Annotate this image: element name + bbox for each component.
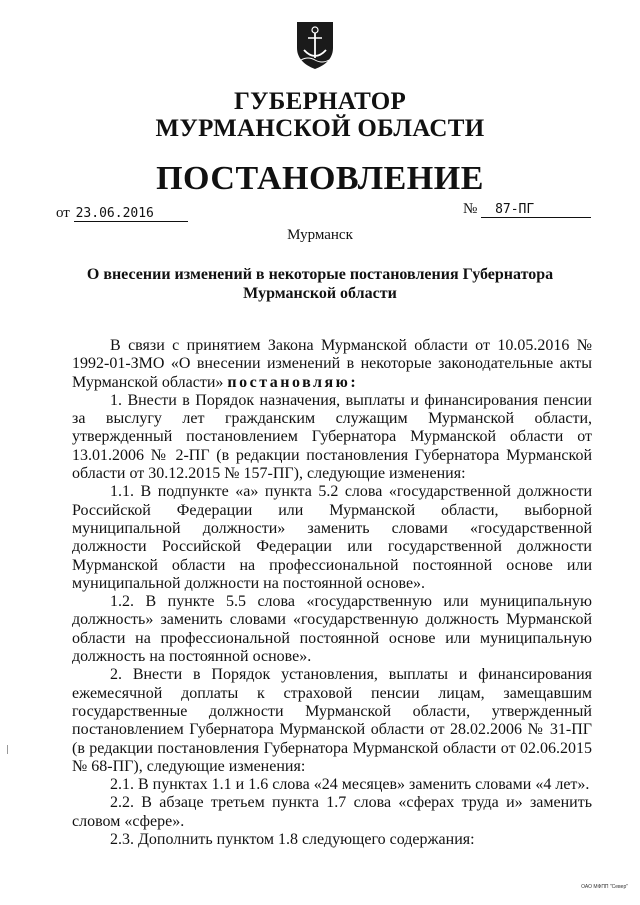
paragraph-2-2: 2.2. В абзаце третьем пункта 1.7 слова «сферах труда и» заменить словом «сфере». [72, 794, 592, 830]
paragraph-1-1: 1.1. В подпункте «а» пункта 5.2 слова «государственной должности Российской Федерации или Мурманской области, выборной муниципальной должности» заменить словами «государственной должности Российской Федерации или государственной должности Мурманской области на профессиональной постоянной основе или муниципальной должности на постоянной основе». [72, 483, 592, 592]
document-subject: О внесении изменений в некоторые постановления Губернатора Мурманской области [86, 266, 554, 302]
paragraph-1-2: 1.2. В пункте 5.5 слова «государственную или муниципальную должность» заменить словами «государственную должность Мурманской области на профессиональной постоянной основе или муниципальную должность на постоянной основе». [72, 593, 592, 666]
document-number: 87-ПГ [481, 202, 591, 218]
intro-paragraph [72, 337, 592, 392]
paragraph-2-1: 2.1. В пунктах 1.1 и 1.6 слова «24 месяцев» заменить словами «4 лет». [110, 776, 590, 794]
document-type: ПОСТАНОВЛЕНИЕ [156, 160, 484, 197]
coat-of-arms-emblem [295, 18, 335, 70]
date-prefix: от [56, 205, 70, 221]
document-body [72, 337, 592, 849]
date-line [56, 205, 188, 222]
paragraph-1: 1. Внести в Порядок назначения, выплаты и финансирования пенсии за выслугу лет гражданским служащим Мурманской области, утвержденный постановлением Губернатора Мурманской области от 13.01.2006 № 2-ПГ (в редакции постановления Губернатора Мурманской области от 30.12.2015 № 157-ПГ), следующие изменения: [72, 391, 592, 483]
city: Мурманск [287, 227, 353, 243]
margin-mark [7, 745, 8, 754]
issuer-title-line2: МУРМАНСКОЙ ОБЛАСТИ [155, 115, 485, 142]
paragraph-2: 2. Внести в Порядок установления, выплаты и финансирования ежемесячной доплаты к страховой пенсии лицам, замещавшим государственные должности Мурманской области, утвержденный постановлением Губернатора Мурманской области от 28.02.2006 № 31-ПГ (в редакции постановления Губернатора Мурманской области от 02.06.2015 № 68-ПГ), следующие изменения: [72, 666, 592, 775]
issuer-title-line1: ГУБЕРНАТОР [233, 88, 407, 115]
paragraph-2-3: 2.3. Дополнить пунктом 1.8 следующего содержания: [110, 831, 475, 849]
printer-footer: ОАО МФПП "Север" [581, 884, 628, 890]
number-line [463, 201, 591, 218]
intro-text: В связи с принятием Закона Мурманской области от 10.05.2016 № 1992-01-ЗМО «О внесении изменений в некоторые законодательные акты Мурманской области» [72, 337, 592, 391]
number-prefix: № [463, 201, 478, 217]
document-date: 23.06.2016 [74, 206, 188, 222]
resolve-word: постановляю: [227, 373, 359, 391]
